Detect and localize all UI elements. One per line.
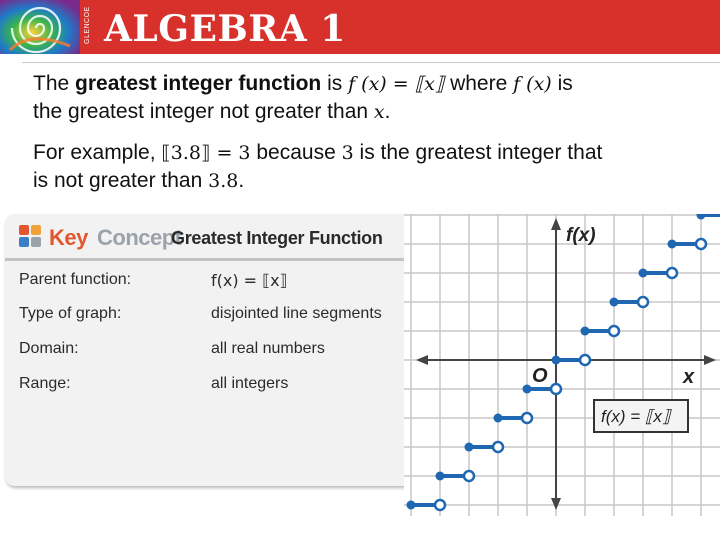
range-value: all integers: [211, 375, 289, 392]
step-open-dot: [493, 442, 503, 452]
parent-function-value: f(x) = ⟦x⟧: [211, 271, 288, 290]
step-closed-dot: [552, 356, 561, 365]
header-banner: [0, 0, 720, 54]
type-of-graph-label: Type of graph:: [19, 305, 122, 322]
text-run: .: [384, 100, 391, 123]
formula: f (x): [513, 73, 552, 95]
formula: ⟦3.8⟧ = 3: [161, 142, 251, 164]
banner-title: ALGEBRA 1: [104, 8, 346, 50]
key-concept-card: [5, 214, 415, 486]
text-run: is: [551, 72, 573, 95]
range-label: Range:: [19, 375, 71, 392]
step-open-dot: [609, 326, 619, 336]
parent-function-label: Parent function:: [19, 271, 132, 288]
step-open-dot: [580, 355, 590, 365]
step-closed-dot: [407, 501, 416, 510]
key-concept-header: [5, 214, 415, 261]
divider: [22, 62, 720, 63]
step-closed-dot: [668, 240, 677, 249]
text-run: is the greatest integer that: [353, 141, 603, 164]
step-open-dot: [551, 384, 561, 394]
step-open-dot: [522, 413, 532, 423]
text-run: .: [238, 169, 245, 192]
step-open-dot: [464, 471, 474, 481]
text-run: the greatest integer not greater than: [33, 100, 374, 123]
text-run: is not greater than: [33, 169, 209, 192]
text-run: because: [250, 141, 342, 164]
key-concept-icon: [17, 223, 43, 249]
example-paragraph: [33, 139, 693, 195]
text-run: where: [444, 72, 514, 95]
step-open-dot: [638, 297, 648, 307]
formula: x: [373, 101, 385, 123]
formula: 3.8: [208, 170, 239, 192]
step-open-dot: [667, 268, 677, 278]
step-function-graph: [404, 214, 720, 516]
origin-label: O: [532, 365, 548, 387]
text-run: The: [33, 72, 76, 95]
term-bold: greatest integer function: [75, 72, 322, 95]
step-closed-dot: [523, 385, 532, 394]
step-closed-dot: [465, 443, 474, 452]
y-axis-label: f(x): [566, 225, 596, 246]
step-closed-dot: [581, 327, 590, 336]
domain-label: Domain:: [19, 340, 79, 357]
text-run: is: [321, 72, 349, 95]
step-open-dot: [696, 239, 706, 249]
formula: 3: [341, 142, 354, 164]
step-closed-dot: [436, 472, 445, 481]
text-run: For example,: [33, 141, 162, 164]
step-closed-dot: [610, 298, 619, 307]
definition-paragraph: [33, 70, 693, 126]
key-concept-title: Greatest Integer Function: [171, 228, 383, 248]
swirl-logo-icon: [0, 0, 80, 54]
x-axis-label: x: [683, 366, 695, 388]
function-label: f(x) = ⟦x⟧: [601, 407, 671, 426]
step-closed-dot: [494, 414, 503, 423]
key-label: Key: [49, 225, 88, 250]
publisher-tag: GLENCOE: [84, 6, 91, 44]
step-open-dot: [435, 500, 445, 510]
type-of-graph-value: disjointed line segments: [211, 305, 382, 322]
concept-label: Concept: [97, 225, 182, 250]
step-closed-dot: [639, 269, 648, 278]
formula: f (x) = ⟦x⟧: [348, 73, 445, 95]
domain-value: all real numbers: [211, 340, 325, 357]
